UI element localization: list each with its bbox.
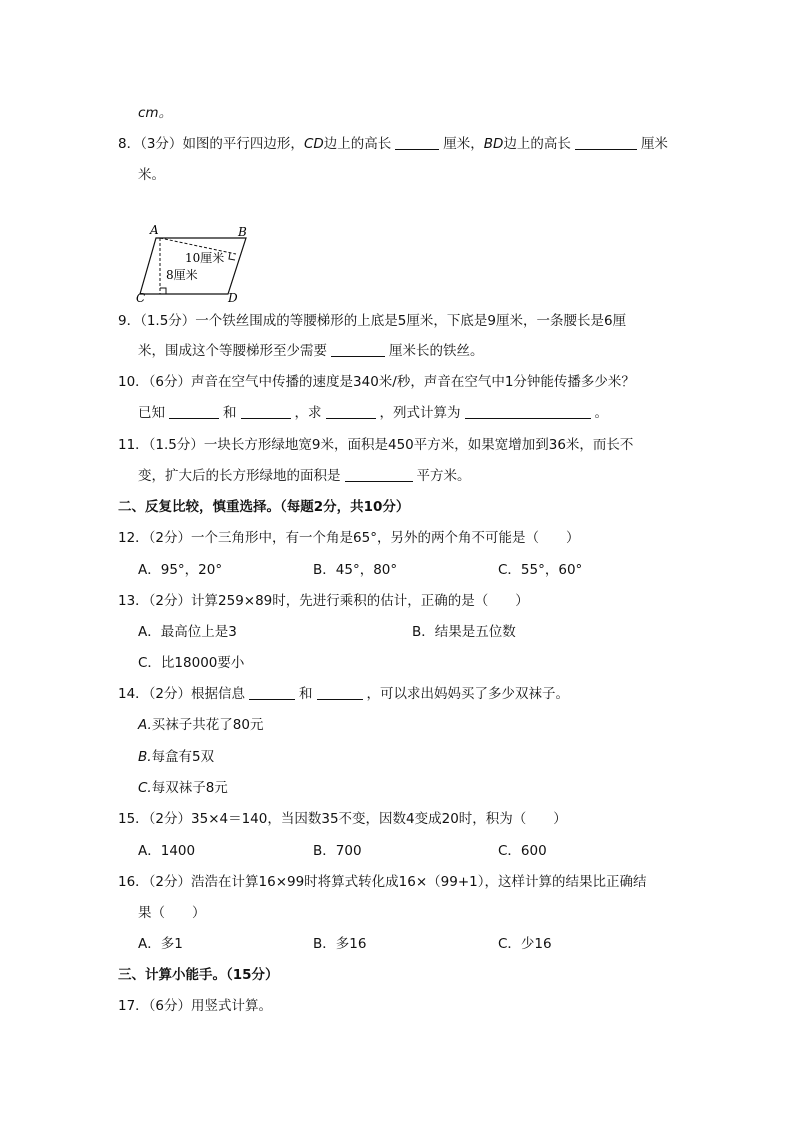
q14-option-b-letter: B. bbox=[138, 749, 152, 765]
q12-option-b[interactable]: B．45°，80° bbox=[313, 562, 398, 578]
q8-number: 8． bbox=[118, 136, 141, 152]
q11-blank[interactable] bbox=[345, 467, 413, 482]
q11-line1: 11．（1.5分）一块长方形绿地宽9米，面积是450平方米，如果宽增加到36米，而长不 bbox=[118, 437, 634, 453]
vertex-a: A bbox=[150, 223, 159, 237]
q14-text: ，可以求出妈妈买了多少双袜子。 bbox=[366, 686, 570, 702]
q10-blank-3[interactable] bbox=[326, 404, 376, 419]
label-10cm: 10厘米 bbox=[185, 251, 225, 265]
q10-line2 bbox=[138, 404, 608, 422]
q8-text: 边上的高长 bbox=[323, 136, 392, 152]
q16-option-a[interactable]: A．多1 bbox=[138, 936, 183, 952]
q9-blank[interactable] bbox=[331, 342, 385, 357]
q9-text: 米，围成这个等腰梯形至少需要 bbox=[138, 343, 327, 359]
q9-text: 厘米长的铁丝。 bbox=[389, 343, 484, 359]
q11-text: 变，扩大后的长方形绿地的面积是 bbox=[138, 468, 341, 484]
q14-stem bbox=[118, 685, 569, 703]
q13-option-a[interactable]: A．最高位上是3 bbox=[138, 624, 237, 640]
q10-text: ，求 bbox=[294, 405, 322, 421]
section-3-heading: 三、计算小能手。（15分） bbox=[118, 967, 279, 983]
q8-text: 厘米 bbox=[640, 136, 668, 152]
q10-blank-1[interactable] bbox=[169, 404, 219, 419]
q8-text: 厘米， bbox=[443, 136, 484, 152]
q10-line1: 10．（6分）声音在空气中传播的速度是340米/秒，声音在空气中1分钟能传播多少米？ bbox=[118, 374, 635, 390]
q8-bd-label: BD bbox=[483, 136, 504, 152]
q8-blank-1[interactable] bbox=[395, 135, 439, 150]
parallelogram-shape bbox=[140, 238, 246, 294]
q12-option-a[interactable]: A．95°，20° bbox=[138, 562, 223, 578]
q15-stem: 15．（2分）35×4＝140，当因数35不变，因数4变成20时，积为（ ） bbox=[118, 811, 567, 827]
vertex-c: C bbox=[136, 291, 146, 304]
q15-option-c[interactable]: C．600 bbox=[498, 843, 547, 859]
q7-tail: cm。 bbox=[138, 105, 173, 121]
q14-text: 14．（2分）根据信息 bbox=[118, 686, 246, 702]
q17-stem: 17．（6分）用竖式计算。 bbox=[118, 998, 273, 1014]
vertex-d: D bbox=[228, 291, 238, 304]
q14-option-b-text: 每盒有5双 bbox=[151, 749, 215, 765]
q16-line2: 果（ ） bbox=[138, 905, 206, 921]
q14-text: 和 bbox=[299, 686, 313, 702]
q14-option-a-letter: A. bbox=[138, 717, 152, 733]
q9-line2 bbox=[138, 342, 484, 360]
q14-option-c-text: 每双袜子8元 bbox=[151, 780, 228, 796]
vertex-b: B bbox=[238, 225, 247, 239]
q8-text: 边上的高长 bbox=[503, 136, 571, 152]
q14-option-c-letter: C. bbox=[138, 780, 152, 796]
q11-text: 平方米。 bbox=[416, 468, 471, 484]
label-8cm: 8厘米 bbox=[166, 268, 198, 282]
q14-option-a-text: 买袜子共花了80元 bbox=[151, 717, 264, 733]
section-2-heading: 二、反复比较，慎重选择。（每题2分，共10分） bbox=[118, 499, 410, 515]
q13-stem: 13．（2分）计算259×89时，先进行乘积的估计，正确的是（ ） bbox=[118, 593, 529, 609]
q10-text: 。 bbox=[594, 405, 608, 421]
q14-option-a[interactable] bbox=[138, 716, 263, 734]
q15-option-b[interactable]: B．700 bbox=[313, 843, 362, 859]
q16-line1: 16．（2分）浩浩在计算16×99时将算式转化成16×（99+1），这样计算的结果比正确结 bbox=[118, 874, 647, 890]
q10-blank-4[interactable] bbox=[465, 404, 591, 419]
q8-score: （3分） bbox=[140, 136, 183, 152]
q10-blank-2[interactable] bbox=[241, 404, 291, 419]
right-angle-mark bbox=[160, 288, 166, 294]
q13-option-b[interactable]: B．结果是五位数 bbox=[412, 624, 516, 640]
q13-option-c[interactable]: C．比18000要小 bbox=[138, 655, 245, 671]
q10-text: ，列式计算为 bbox=[379, 405, 461, 421]
q12-option-c[interactable]: C．55°，60° bbox=[498, 562, 583, 578]
q10-text: 已知 bbox=[138, 405, 165, 421]
q9-line1: 9．（1.5分）一个铁丝围成的等腰梯形的上底是5厘米，下底是9厘米，一条腰长是6厘 bbox=[118, 313, 627, 329]
q10-text: 和 bbox=[223, 405, 237, 421]
q8-line2: 米。 bbox=[138, 167, 165, 183]
q14-option-b[interactable] bbox=[138, 748, 214, 766]
parallelogram-figure bbox=[132, 220, 252, 304]
q14-blank-1[interactable] bbox=[249, 685, 295, 700]
q8-cd-label: CD bbox=[303, 136, 324, 152]
q11-line2 bbox=[138, 467, 471, 485]
q16-option-b[interactable]: B．多16 bbox=[313, 936, 367, 952]
q16-option-c[interactable]: C．少16 bbox=[498, 936, 552, 952]
q8-blank-2[interactable] bbox=[575, 135, 637, 150]
q14-option-c[interactable] bbox=[138, 779, 228, 797]
q15-option-a[interactable]: A．1400 bbox=[138, 843, 196, 859]
q8-line1 bbox=[118, 135, 668, 153]
q12-stem: 12．（2分）一个三角形中，有一个角是65°，另外的两个角不可能是（ ） bbox=[118, 530, 580, 546]
q8-text: 如图的平行四边形， bbox=[182, 136, 304, 152]
q14-blank-2[interactable] bbox=[317, 685, 363, 700]
